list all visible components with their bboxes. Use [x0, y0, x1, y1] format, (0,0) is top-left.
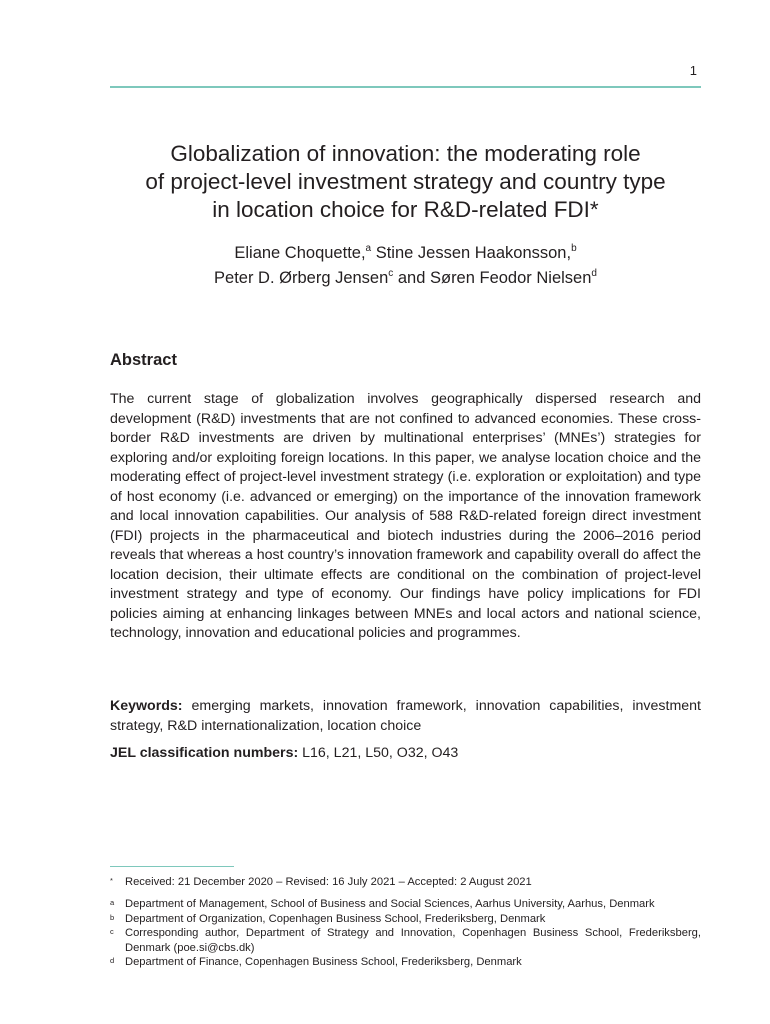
footnote-affiliation-c: [110, 926, 701, 955]
abstract-heading: Abstract: [110, 351, 177, 369]
footnote-rule: [110, 866, 234, 867]
footnote-text: Department of Finance, Copenhagen Business School, Frederiksberg, Denmark: [125, 956, 522, 968]
jel-label: JEL classification numbers:: [110, 745, 299, 761]
footnote-mark: a: [110, 898, 115, 907]
footnote-mark: *: [110, 876, 113, 885]
author-name: and Søren Feodor Nielsen: [393, 269, 592, 287]
footnote-mark: c: [110, 927, 114, 936]
footnote-text: Department of Management, School of Business and Social Sciences, Aarhus University, Aarhus, Denmark: [125, 898, 655, 910]
footnote-mark: b: [110, 912, 115, 922]
affiliation-mark: d: [591, 268, 597, 279]
keywords-label: Keywords:: [110, 698, 183, 714]
abstract-body: The current stage of globalization involves geographically dispersed research and development (R&D) investments that are not confined to advanced economies. These cross-border R&D investments are driven by multinational enterprises’ (MNEs’) strategies for exploring and/or exploiting foreign locations. In this paper, we analyse location choice and the moderating effect of project-level investment strategy (i.e. exploration or exploitation) and type of host economy (i.e. advanced or emerging) on the importance of the innovation framework and local innovation capabilities. Our analysis of 588 R&D-related foreign direct investment (FDI) projects in the pharmaceutical and biotech industries during the 2006–2016 period reveals that whereas a host country’s innovation framework and capability overall do affect the location decision, their ultimate effects are conditional on the combination of project-level investment strategy and type of economy. Our findings have policy implications for FDI policies aiming at enhancing linkages between MNEs and local actors and national science, technology, innovation and educational policies and programmes.: [110, 391, 701, 641]
affiliation-mark: b: [571, 243, 577, 254]
title-line: Globalization of innovation: the moderating role: [170, 141, 641, 166]
header-rule: [110, 86, 701, 88]
footnote-affiliation-b: [110, 912, 701, 927]
author-name: Stine Jessen Haakonsson,: [371, 244, 572, 262]
article-title: [100, 140, 711, 224]
title-line: in location choice for R&D-related FDI*: [212, 197, 599, 222]
footnote-text: Corresponding author, Department of Strategy and Innovation, Copenhagen Business School, Frederiksberg, Denmark (poe.si@cbs.dk): [125, 927, 701, 954]
footnote-affiliation-a: [110, 897, 701, 912]
keywords-text: emerging markets, innovation framework, innovation capabilities, investment strategy, R&D internationalization, location choice: [110, 698, 701, 734]
author-name: Peter D. Ørberg Jensen: [214, 269, 389, 287]
footnote-mark: d: [110, 956, 115, 965]
footnote-received: [110, 875, 701, 890]
footnote-affiliation-d: [110, 955, 701, 970]
jel-paragraph: [110, 744, 701, 764]
footnote-text: Department of Organization, Copenhagen Business School, Frederiksberg, Denmark: [125, 912, 546, 925]
author-name: Eliane Choquette,: [234, 244, 366, 262]
affiliation-mark: c: [388, 268, 394, 279]
title-line: of project-level investment strategy and country type: [145, 169, 666, 194]
footnote-text: Received: 21 December 2020 – Revised: 16 July 2021 – Accepted: 2 August 2021: [125, 876, 532, 888]
page-number: 1: [689, 63, 697, 78]
affiliation-mark: a: [365, 243, 372, 254]
jel-codes: L16, L21, L50, O32, O43: [298, 745, 459, 761]
keywords-paragraph: [110, 697, 701, 736]
author-list: [100, 241, 711, 291]
